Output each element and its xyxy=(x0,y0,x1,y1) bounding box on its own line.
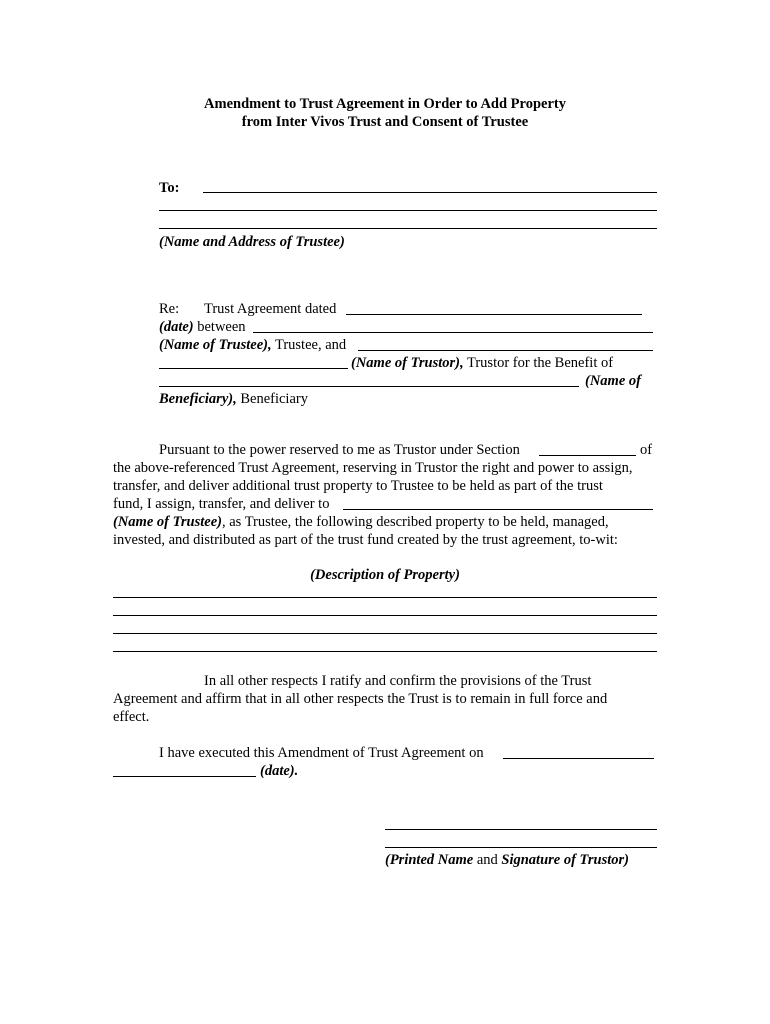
body1-line-6: invested, and distributed as part of the trust fund created by the trust agreement, to-wit: xyxy=(113,532,618,548)
re-line-3 xyxy=(159,336,346,354)
between-text: between xyxy=(193,319,246,335)
body1-line-2: the above-referenced Trust Agreement, reserving in Trustor the right and power to assign, xyxy=(113,460,633,476)
document-title-line-1: Amendment to Trust Agreement in Order to Add Property xyxy=(204,96,566,112)
re-line-4 xyxy=(351,354,613,372)
property-line-2[interactable] xyxy=(113,615,657,616)
body1-line-1a: Pursuant to the power reserved to me as Trustor under Section xyxy=(159,442,520,458)
trustee-name-address-caption: (Name and Address of Trustee) xyxy=(159,234,345,250)
name-of-trustor-label: (Name of Trustor), xyxy=(351,355,464,371)
body1-line-4: fund, I assign, transfer, and deliver to xyxy=(113,496,330,512)
signature-line-1[interactable] xyxy=(385,829,657,830)
date-label: (date) xyxy=(159,319,194,335)
deliver-to-blank[interactable] xyxy=(343,509,653,510)
trustor-blank[interactable] xyxy=(159,368,348,369)
printed-name-label: (Printed Name xyxy=(385,852,474,868)
to-label: To: xyxy=(159,180,180,196)
trustor-name-blank[interactable] xyxy=(358,350,653,351)
executed-text: I have executed this Amendment of Trust Agreement on xyxy=(159,745,484,761)
name-of-trustee-label: (Name of Trustee), xyxy=(159,337,272,353)
beneficiary-label: Beneficiary), xyxy=(159,391,237,407)
property-line-4[interactable] xyxy=(113,651,657,652)
body2-line-2: Agreement and affirm that in all other respects the Trust is to remain in full force and xyxy=(113,691,608,707)
executed-blank-2[interactable] xyxy=(113,776,256,777)
between-blank[interactable] xyxy=(253,332,653,333)
name-of-trustee-label-2: (Name of Trustee) xyxy=(113,514,222,530)
to-line-3[interactable] xyxy=(159,228,657,229)
body2-line-1: In all other respects I ratify and confirm the provisions of the Trust xyxy=(204,673,592,689)
re-line-2 xyxy=(159,318,246,336)
signature-caption xyxy=(385,851,629,869)
description-of-property-heading: (Description of Property) xyxy=(310,567,460,583)
trustee-and-text: Trustee, and xyxy=(271,337,347,353)
to-line-1[interactable] xyxy=(203,192,657,193)
beneficiary-text: Beneficiary xyxy=(236,391,308,407)
trust-agreement-dated-text: Trust Agreement dated xyxy=(204,301,337,317)
signature-of-trustor-label: Signature of Trustor) xyxy=(501,852,629,868)
trustor-benefit-text: Trustor for the Benefit of xyxy=(463,355,614,371)
and-text: and xyxy=(473,852,502,868)
name-of-label: (Name of xyxy=(585,373,641,389)
re-label: Re: xyxy=(159,301,180,317)
re-line-6 xyxy=(159,390,308,408)
document-title-line-2: from Inter Vivos Trust and Consent of Trustee xyxy=(241,114,529,130)
body2-line-3: effect. xyxy=(113,709,150,725)
property-line-1[interactable] xyxy=(113,597,657,598)
beneficiary-blank[interactable] xyxy=(159,386,579,387)
trust-date-blank[interactable] xyxy=(346,314,642,315)
executed-date-label: (date). xyxy=(260,763,299,779)
to-line-2[interactable] xyxy=(159,210,657,211)
body1-line-3: transfer, and deliver additional trust property to Trustee to be held as part of the trust xyxy=(113,478,603,494)
section-blank[interactable] xyxy=(539,455,636,456)
signature-line-2[interactable] xyxy=(385,847,657,848)
executed-blank-1[interactable] xyxy=(503,758,654,759)
body1-line-5 xyxy=(113,513,609,531)
property-line-3[interactable] xyxy=(113,633,657,634)
as-trustee-text: , as Trustee, the following described property to be held, managed, xyxy=(222,514,609,530)
body1-line-1b: of xyxy=(640,442,653,458)
